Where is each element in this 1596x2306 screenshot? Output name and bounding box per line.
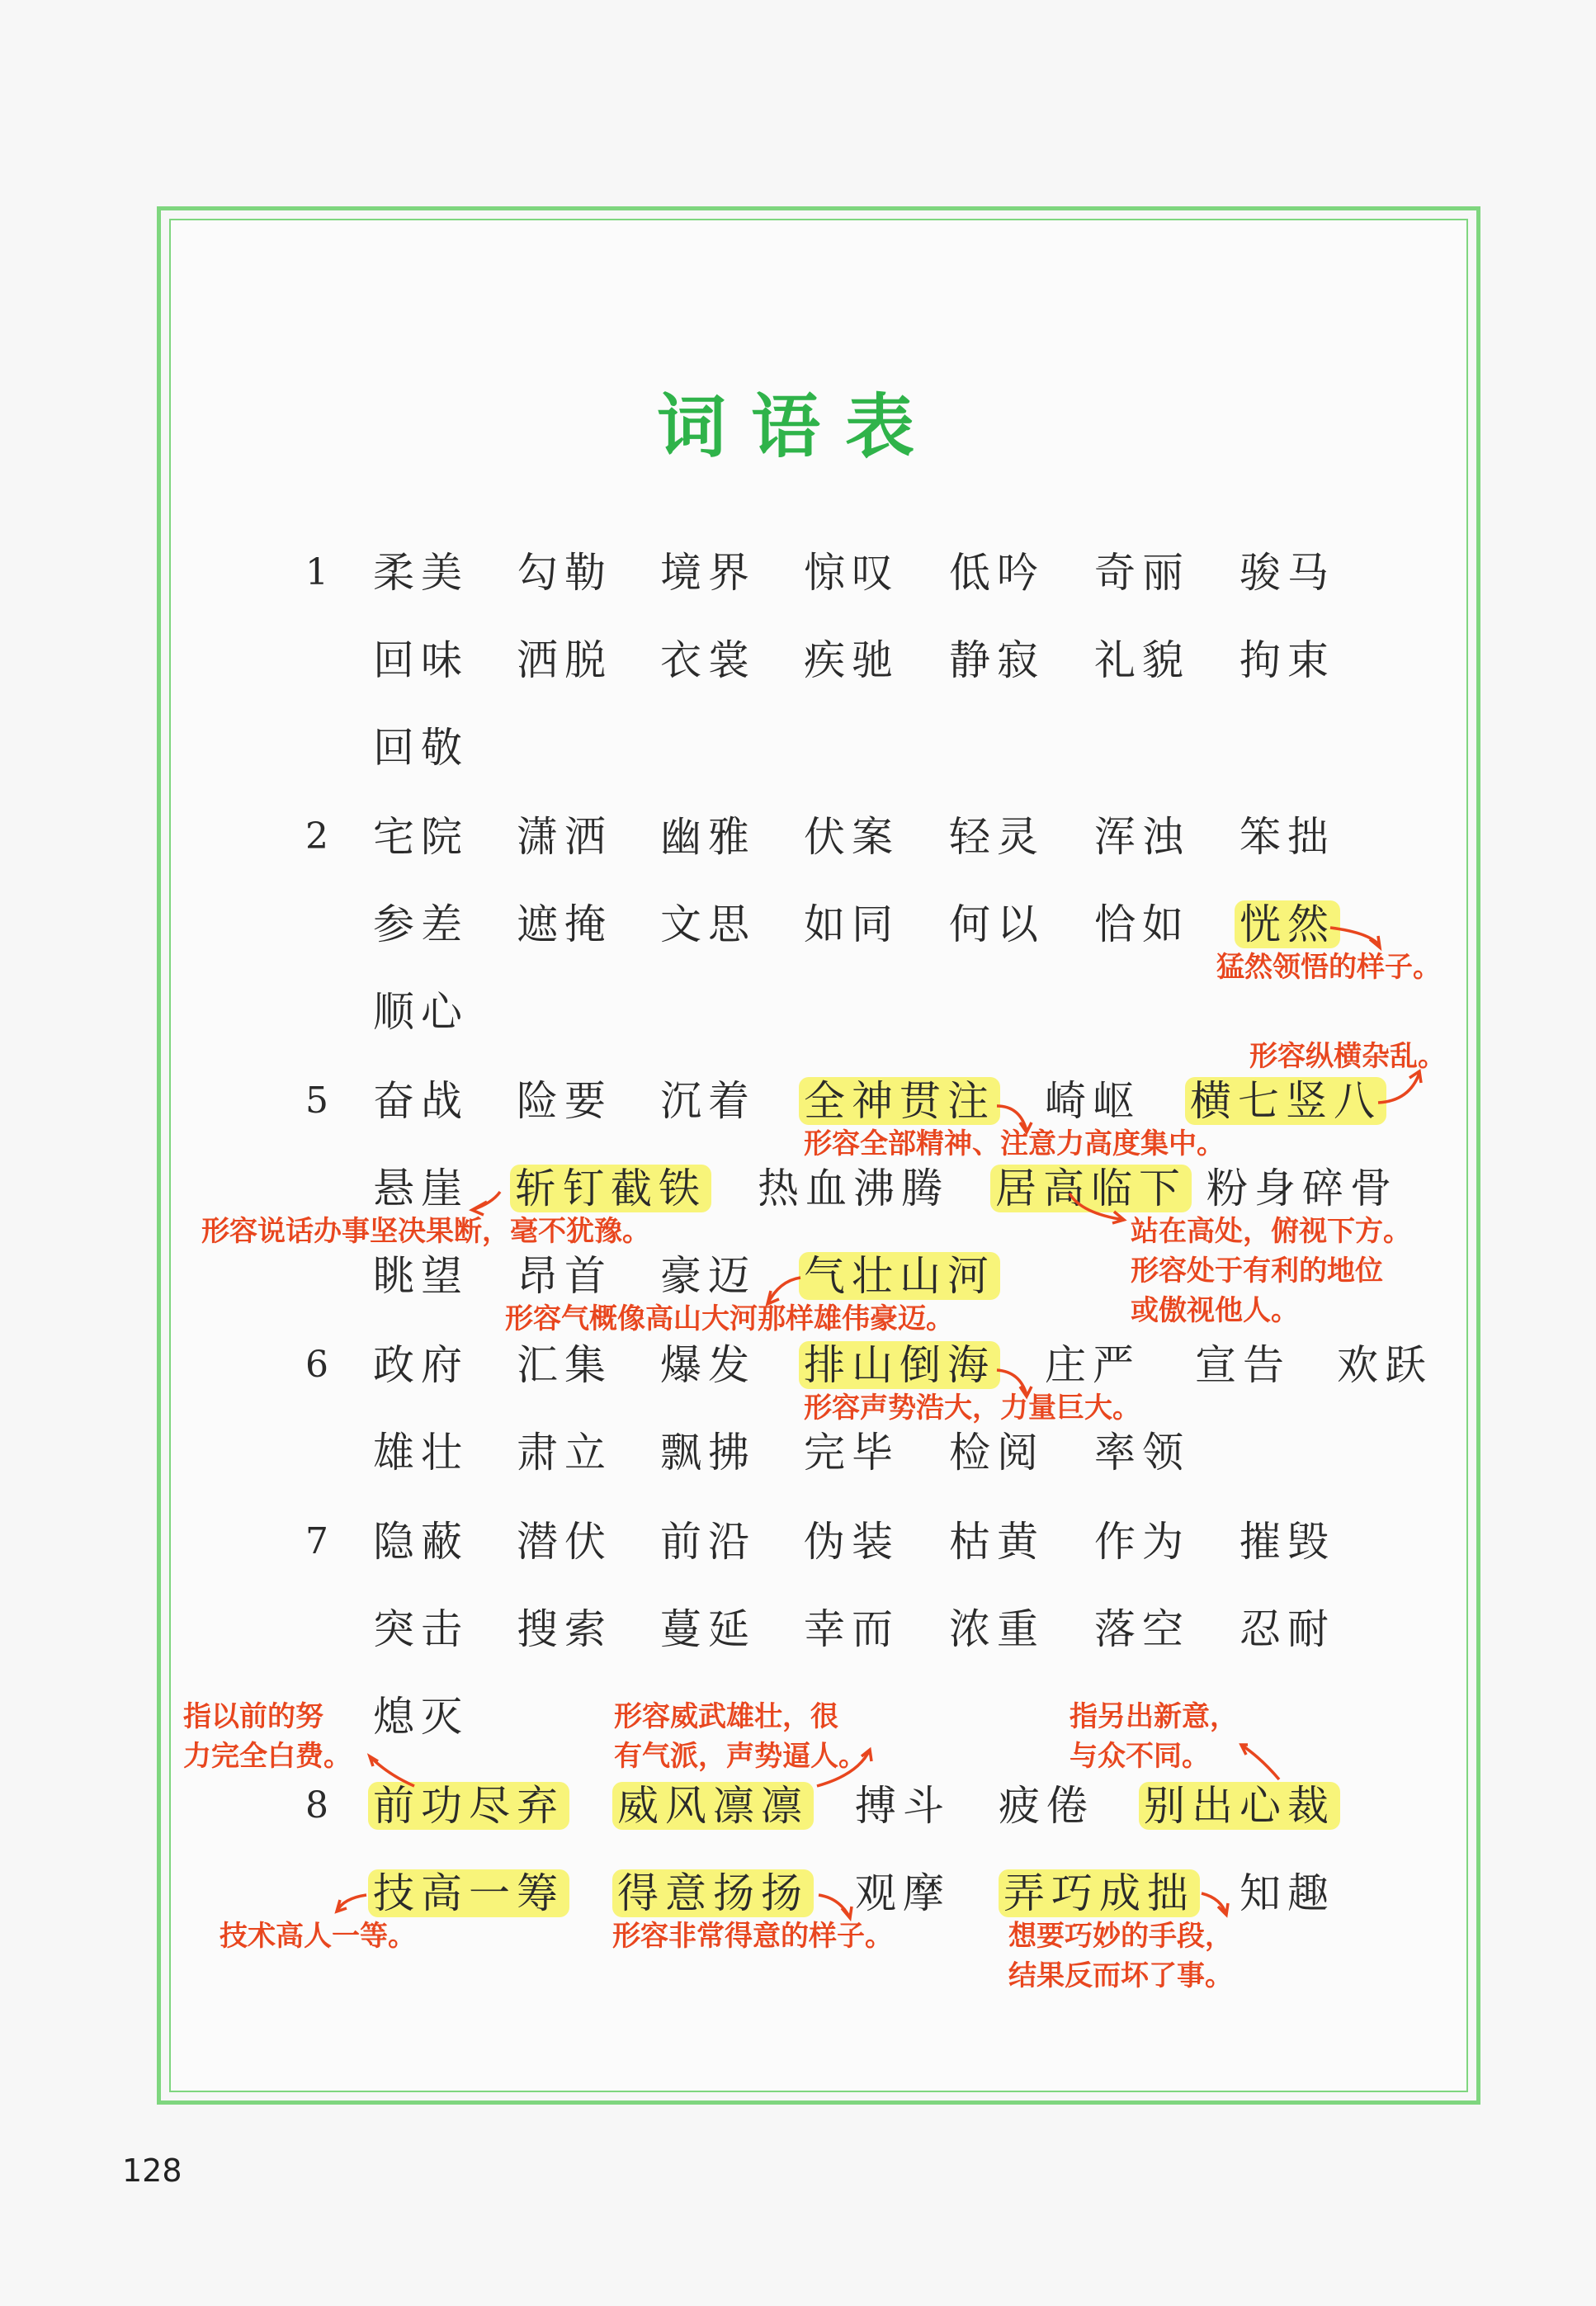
arrow: [1202, 1893, 1228, 1915]
word: 回敬: [373, 724, 469, 772]
definition-note: 形容气概像高山大河那样雄伟豪迈。: [505, 1302, 954, 1335]
word: 雄壮: [373, 1429, 469, 1477]
word: 潇洒: [517, 813, 612, 861]
highlight: 居高临下: [990, 1165, 1192, 1212]
arrow: [817, 1750, 871, 1786]
word: 热血沸腾: [758, 1165, 949, 1212]
highlight: 斩钉截铁: [510, 1165, 711, 1212]
word: 疲倦: [999, 1782, 1094, 1830]
word: 轻灵: [949, 813, 1045, 861]
definition-note: 形容全部精神、注意力高度集中。: [804, 1127, 1225, 1160]
word: 完毕: [804, 1429, 900, 1477]
word: 笨拙: [1239, 813, 1335, 861]
word: 政府: [373, 1341, 469, 1389]
arrow: [1241, 1745, 1279, 1779]
arrow: [337, 1895, 366, 1911]
word: 率领: [1094, 1429, 1190, 1477]
arrow: [997, 1370, 1032, 1396]
definition-note: 想要巧妙的手段，: [1008, 1920, 1233, 1953]
definition-note: 指另出新意，: [1070, 1700, 1238, 1733]
word: 爆发: [660, 1341, 756, 1389]
arrow: [472, 1192, 500, 1215]
definition-note: 形容纵横杂乱。: [1249, 1040, 1446, 1073]
word: 礼貌: [1094, 636, 1190, 684]
section-number: 1: [305, 551, 328, 593]
word: 搜索: [517, 1605, 612, 1653]
word: 顺心: [373, 988, 469, 1036]
word: 奋战: [373, 1077, 469, 1125]
word: 幸而: [804, 1605, 900, 1653]
word: 勾勒: [517, 549, 612, 597]
word: 惊叹: [804, 549, 900, 597]
arrow: [767, 1278, 800, 1304]
word: 境界: [660, 549, 756, 597]
highlight: 恍然: [1235, 900, 1340, 948]
word: 枯黄: [949, 1518, 1045, 1566]
word: 粉身碎骨: [1206, 1165, 1398, 1212]
highlight: 别出心裁: [1139, 1782, 1340, 1830]
word: 低吟: [949, 549, 1045, 597]
word: 汇集: [517, 1341, 612, 1389]
section-number: 7: [305, 1520, 328, 1562]
word: 落空: [1094, 1605, 1190, 1653]
definition-note: 站在高处，俯视下方。: [1131, 1215, 1411, 1248]
definition-note: 有气派，声势逼人。: [614, 1740, 866, 1773]
word: 柔美: [373, 549, 469, 597]
arrow: [819, 1895, 852, 1918]
word: 隐蔽: [373, 1518, 469, 1566]
word: 恰如: [1094, 900, 1190, 948]
highlight: 横七竖八: [1185, 1077, 1386, 1125]
word: 眺望: [373, 1252, 469, 1300]
word: 观摩: [855, 1869, 951, 1917]
word: 何以: [949, 900, 1045, 948]
definition-note: 结果反而坏了事。: [1008, 1959, 1233, 1992]
word: 静寂: [949, 636, 1045, 684]
arrow: [370, 1756, 414, 1786]
word: 拘束: [1239, 636, 1335, 684]
section-number: 6: [305, 1344, 328, 1386]
word: 文思: [660, 900, 756, 948]
word: 回味: [373, 636, 469, 684]
definition-note: 力完全白费。: [183, 1740, 352, 1773]
definition-note: 形容声势浩大，力量巨大。: [804, 1392, 1140, 1425]
highlight: 全神贯注: [799, 1077, 1000, 1125]
word: 摧毁: [1239, 1518, 1335, 1566]
definition-note: 技术高人一等。: [220, 1920, 416, 1953]
word: 欢跃: [1337, 1341, 1433, 1389]
word: 幽雅: [660, 813, 756, 861]
word: 飘拂: [660, 1429, 756, 1477]
highlight: 威风凛凛: [612, 1782, 814, 1830]
word: 浓重: [949, 1605, 1045, 1653]
definition-note: 形容非常得意的样子。: [612, 1920, 893, 1953]
highlight: 技高一筹: [368, 1869, 569, 1917]
definition-note: 或傲视他人。: [1131, 1294, 1299, 1327]
definition-note: 形容说话办事坚决果断，毫不犹豫。: [201, 1215, 650, 1248]
word: 熄灭: [373, 1693, 469, 1741]
definition-note: 指以前的努: [183, 1700, 323, 1733]
section-number: 2: [305, 815, 328, 858]
word: 伏案: [804, 813, 900, 861]
word: 洒脱: [517, 636, 612, 684]
word: 伪装: [804, 1518, 900, 1566]
highlight: 气壮山河: [799, 1252, 1000, 1300]
word: 检阅: [949, 1429, 1045, 1477]
word: 参差: [373, 900, 469, 948]
definition-note: 形容处于有利的地位: [1131, 1255, 1383, 1288]
word: 昂首: [517, 1252, 612, 1300]
word: 悬崖: [373, 1165, 469, 1212]
arrow: [997, 1106, 1032, 1132]
word: 潜伏: [517, 1518, 612, 1566]
word: 蔓延: [660, 1605, 756, 1653]
section-number: 5: [305, 1080, 328, 1122]
word: 浑浊: [1094, 813, 1190, 861]
word: 沉着: [660, 1077, 756, 1125]
arrow: [1378, 1071, 1421, 1103]
highlight: 得意扬扬: [612, 1869, 814, 1917]
definition-note: 形容威武雄壮，很: [614, 1700, 838, 1733]
word: 衣裳: [660, 636, 756, 684]
definition-note: 与众不同。: [1070, 1740, 1210, 1773]
word: 肃立: [517, 1429, 612, 1477]
word: 骏马: [1239, 549, 1335, 597]
word: 如同: [804, 900, 900, 948]
word: 遮掩: [517, 900, 612, 948]
word: 前沿: [660, 1518, 756, 1566]
word: 崎岖: [1045, 1077, 1140, 1125]
highlight: 排山倒海: [799, 1341, 1000, 1389]
definition-note: 猛然领悟的样子。: [1216, 951, 1441, 984]
highlight: 弄巧成拙: [999, 1869, 1200, 1917]
highlight: 前功尽弃: [368, 1782, 569, 1830]
word: 作为: [1094, 1518, 1190, 1566]
page-number: 128: [122, 2152, 182, 2189]
word: 疾驰: [804, 636, 900, 684]
word: 宅院: [373, 813, 469, 861]
word: 宣告: [1195, 1341, 1291, 1389]
word: 忍耐: [1239, 1605, 1335, 1653]
word: 搏斗: [855, 1782, 951, 1830]
section-number: 8: [305, 1784, 328, 1826]
word: 庄严: [1045, 1341, 1140, 1389]
word: 知趣: [1239, 1869, 1335, 1917]
word: 豪迈: [660, 1252, 756, 1300]
arrow: [1070, 1193, 1124, 1223]
word: 奇丽: [1094, 549, 1190, 597]
page-title: 词语表: [656, 385, 939, 467]
word: 突击: [373, 1605, 469, 1653]
arrow: [1330, 928, 1380, 947]
word: 险要: [517, 1077, 612, 1125]
